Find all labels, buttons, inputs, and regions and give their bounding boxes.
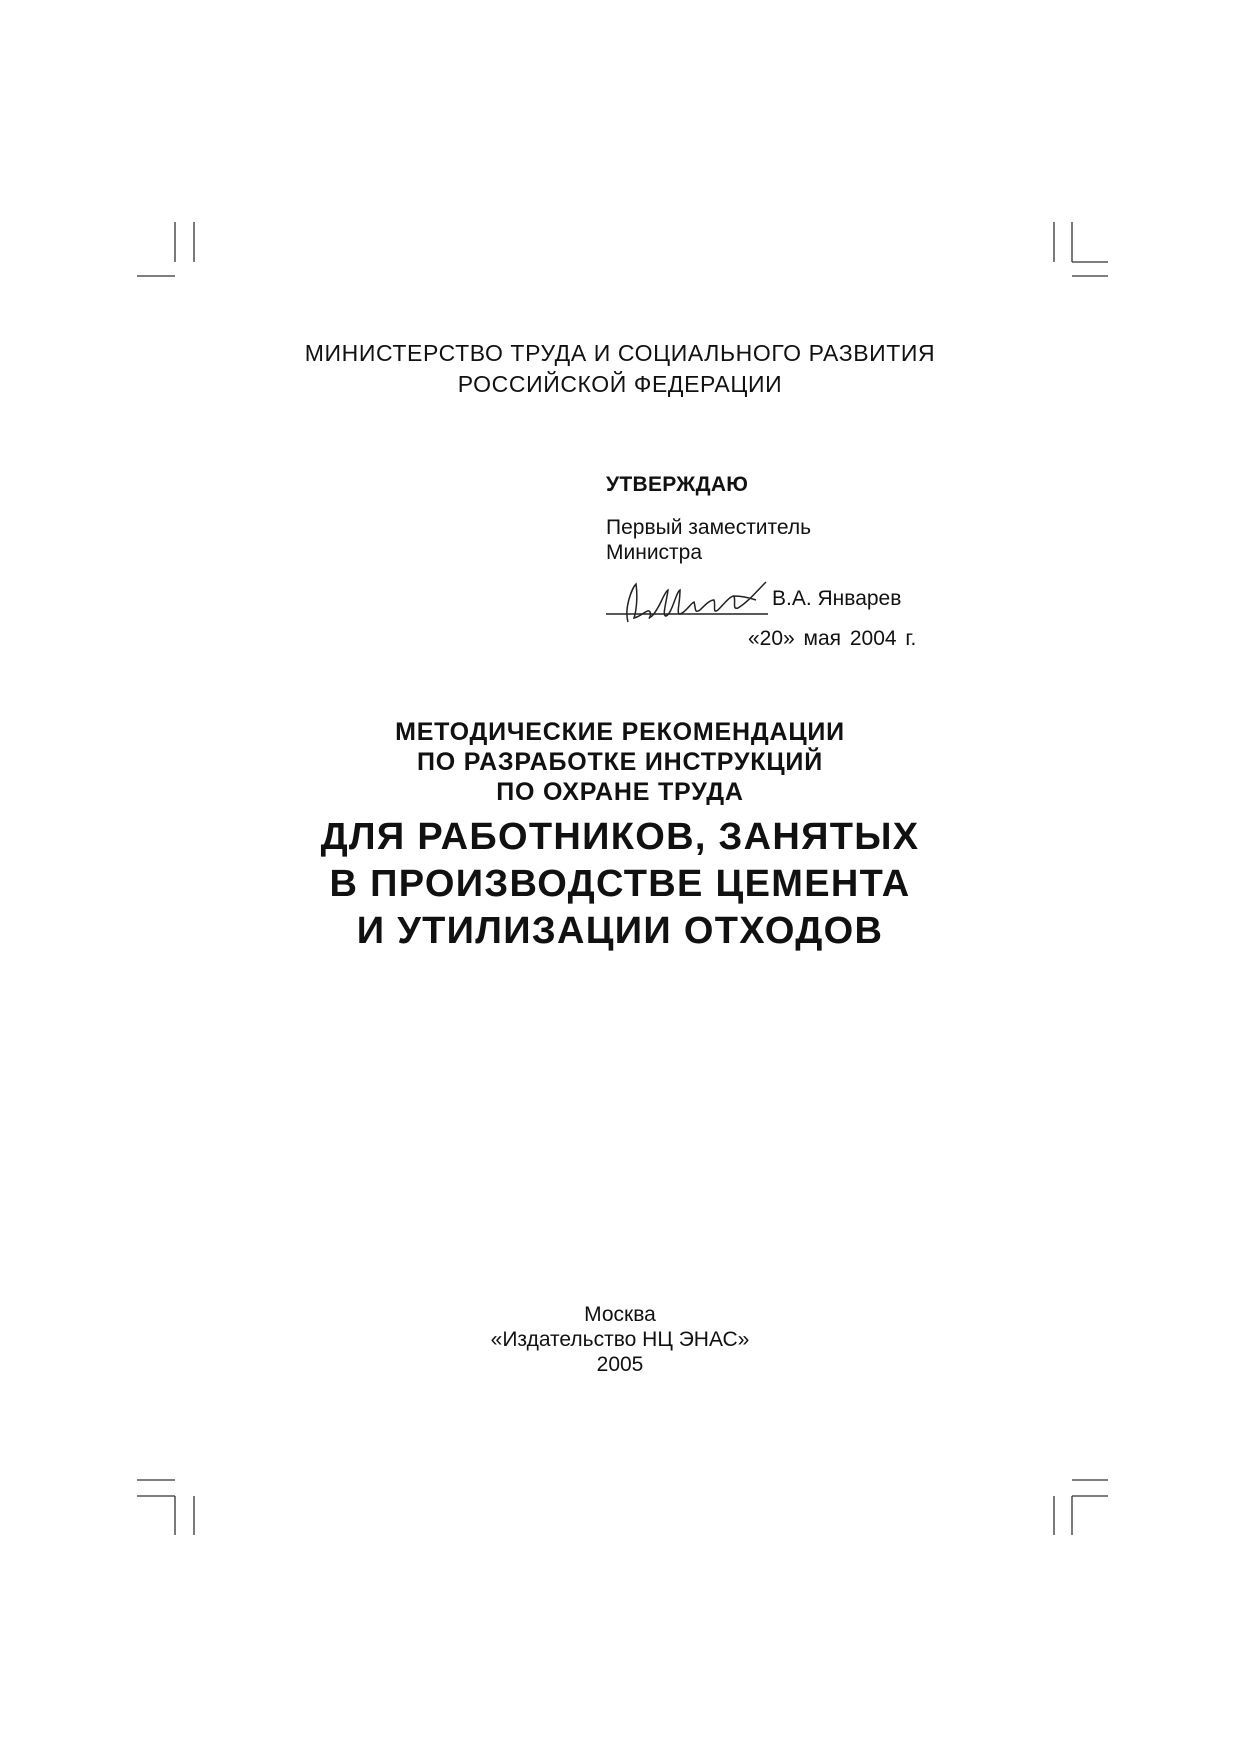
ministry-line-2: РОССИЙСКОЙ ФЕДЕРАЦИИ	[457, 371, 783, 397]
approve-heading: УТВЕРЖДАЮ	[606, 473, 749, 496]
signer-name: В.А. Январев	[772, 587, 902, 610]
document-title-top	[0, 717, 1240, 807]
imprint-publisher: «Издательство НЦ ЭНАС»	[490, 1328, 750, 1351]
imprint-year: 2005	[596, 1353, 644, 1376]
position-line-2: Министра	[606, 541, 703, 564]
title-line-5: В ПРОИЗВОДСТВЕ ЦЕМЕНТА	[329, 863, 911, 905]
imprint-city: Москва	[584, 1303, 656, 1326]
crop-mark-top-right	[1054, 222, 1108, 276]
title-line-6: И УТИЛИЗАЦИИ ОТХОДОВ	[356, 910, 884, 952]
title-line-1: МЕТОДИЧЕСКИЕ РЕКОМЕНДАЦИИ	[395, 718, 845, 746]
ministry-header	[0, 338, 1240, 400]
crop-mark-bottom-right	[1054, 1480, 1108, 1535]
approval-block	[606, 472, 811, 565]
title-line-3: ПО ОХРАНЕ ТРУДА	[496, 778, 744, 806]
document-title-main	[0, 814, 1240, 955]
crop-mark-bottom-left	[137, 1480, 194, 1535]
title-line-2: ПО РАЗРАБОТКЕ ИНСТРУКЦИЙ	[417, 748, 823, 776]
title-line-4: ДЛЯ РАБОТНИКОВ, ЗАНЯТЫХ	[320, 816, 920, 858]
position-line-1: Первый заместитель	[606, 516, 812, 539]
crop-mark-top-left	[137, 222, 194, 276]
imprint-block	[0, 1302, 1240, 1377]
approver-position	[606, 515, 811, 565]
approval-date: «20» мая 2004 г.	[748, 627, 917, 650]
ministry-line-1: МИНИСТЕРСТВО ТРУДА И СОЦИАЛЬНОГО РАЗВИТИЯ	[304, 340, 936, 366]
